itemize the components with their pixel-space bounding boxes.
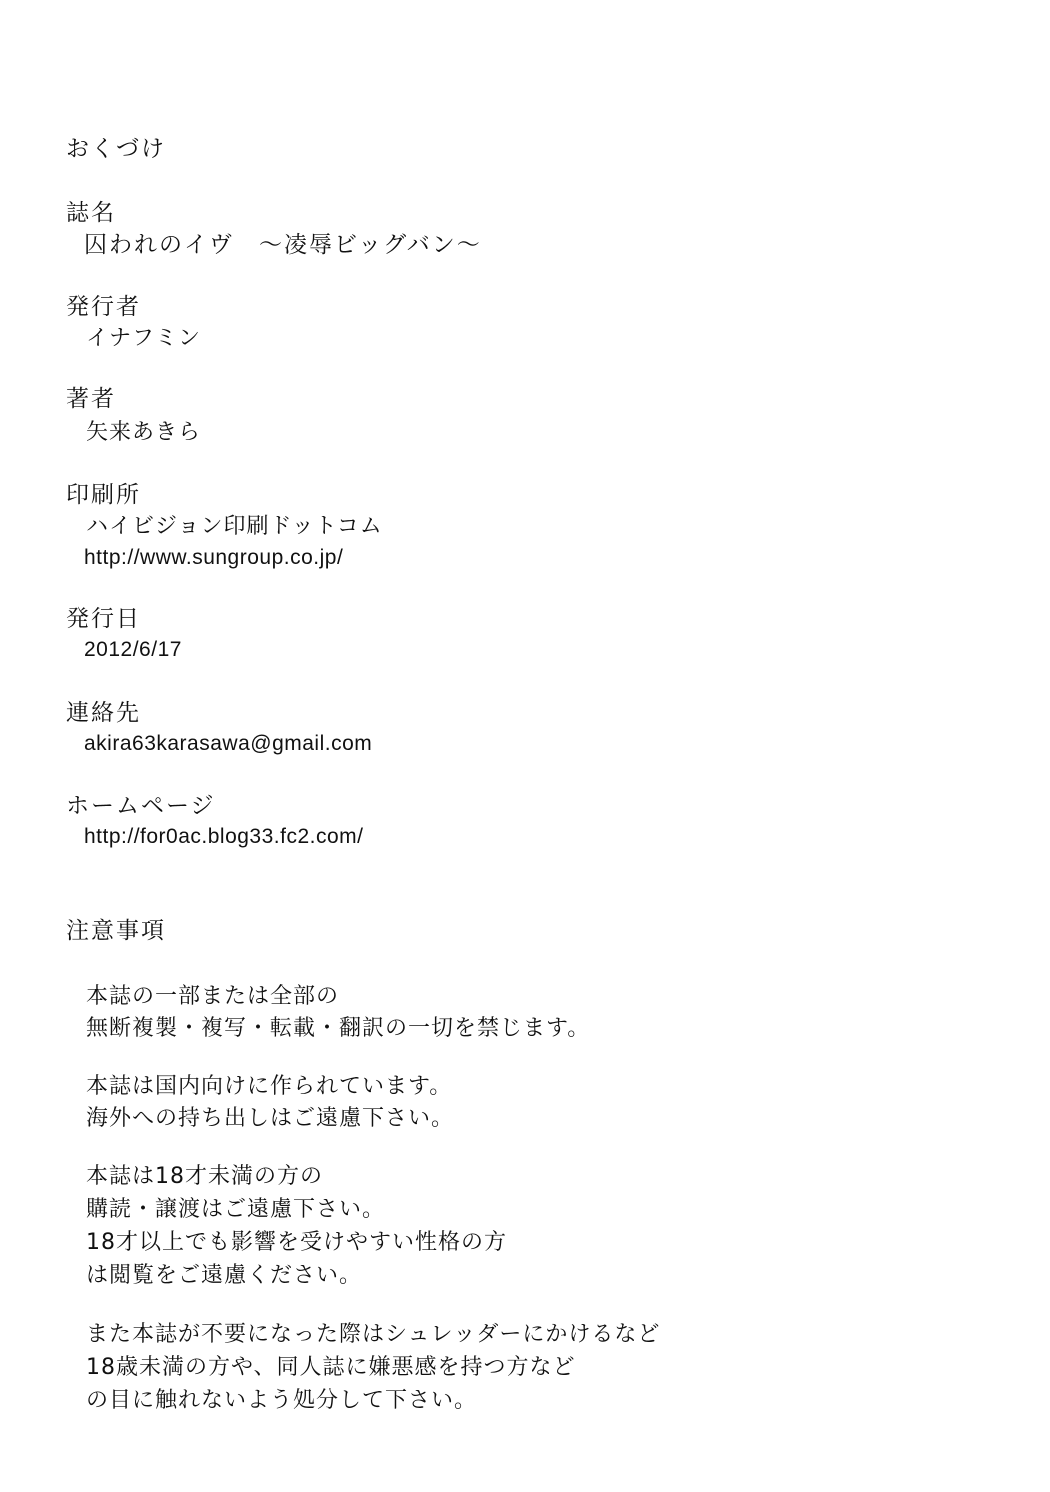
note-3-line-1: 本誌は18才未満の方の xyxy=(86,1164,323,1189)
note-4-line-1: また本誌が不要になった際はシュレッダーにかけるなど xyxy=(86,1322,661,1347)
magazine-label: 誌名 xyxy=(66,200,116,226)
note-3-line-3: 18才以上でも影響を受けやすい性格の方 xyxy=(86,1230,507,1255)
notes-heading: 注意事項 xyxy=(66,918,166,944)
homepage-label: ホームページ xyxy=(66,793,216,819)
publisher-label: 発行者 xyxy=(66,294,141,320)
note-1-line-1: 本誌の一部または全部の xyxy=(86,984,340,1009)
note-3-line-2: 購読・譲渡はご遠慮下さい。 xyxy=(86,1197,386,1222)
note-2-line-1: 本誌は国内向けに作られています。 xyxy=(86,1074,453,1099)
printer-label: 印刷所 xyxy=(66,482,141,508)
date-value: 2012/6/17 xyxy=(84,638,182,661)
note-4-line-2: 18歳未満の方や、同人誌に嫌悪感を持つ方など xyxy=(86,1355,576,1380)
contact-email: akira63karasawa@gmail.com xyxy=(84,732,373,755)
note-4-line-3: の目に触れないよう処分して下さい。 xyxy=(86,1388,478,1413)
note-1-line-2: 無断複製・複写・転載・翻訳の一切を禁じます。 xyxy=(86,1016,591,1041)
printer-value: ハイビジョン印刷ドットコム xyxy=(86,514,383,539)
note-3-line-4: は閲覧をご遠慮ください。 xyxy=(86,1263,363,1288)
date-label: 発行日 xyxy=(66,606,141,632)
colophon-heading: おくづけ xyxy=(66,136,166,162)
contact-label: 連絡先 xyxy=(66,700,141,726)
publisher-value: イナフミン xyxy=(86,326,202,351)
note-2-line-2: 海外への持ち出しはご遠慮下さい。 xyxy=(86,1106,455,1131)
author-label: 著者 xyxy=(66,386,116,412)
homepage-url: http://for0ac.blog33.fc2.com/ xyxy=(84,825,364,848)
author-value: 矢来あきら xyxy=(86,420,202,445)
printer-url: http://www.sungroup.co.jp/ xyxy=(84,546,344,569)
magazine-title: 囚われのイヴ 〜凌辱ビッグバン〜 xyxy=(84,232,482,258)
